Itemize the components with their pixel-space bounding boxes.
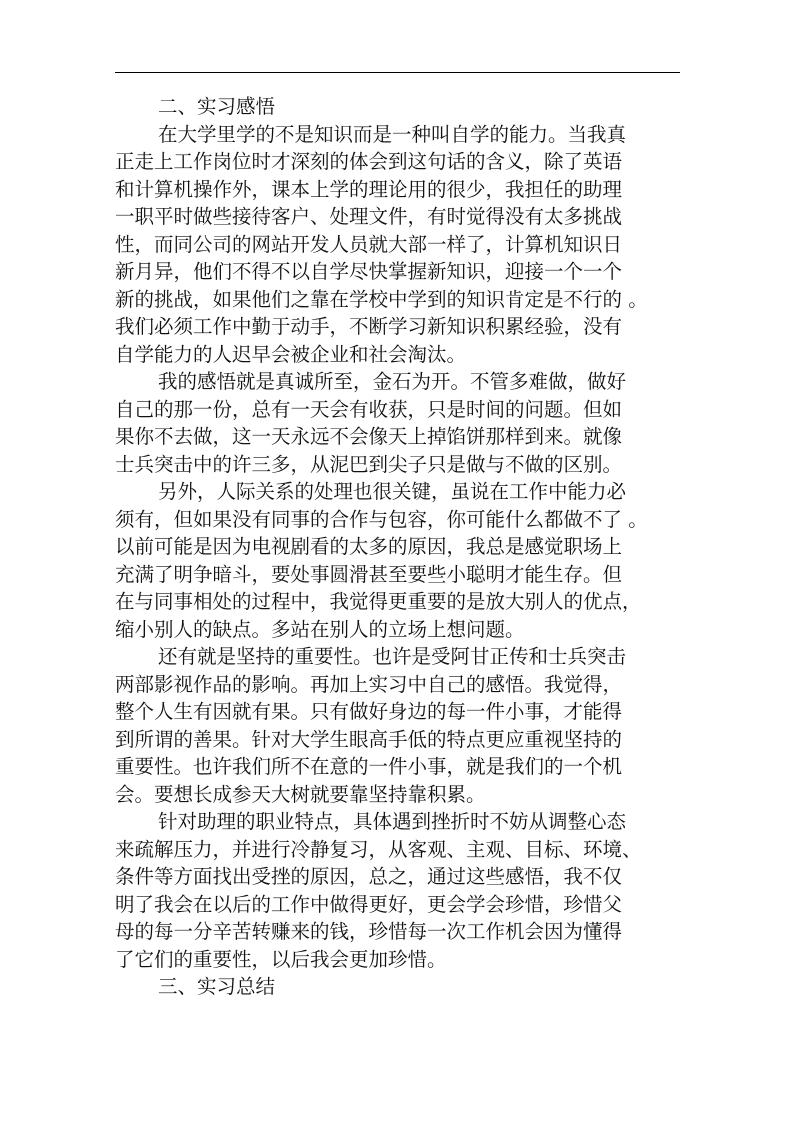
paragraph-line: 两部影视作品的影响。再加上实习中自己的感悟。我觉得， xyxy=(115,672,623,696)
paragraph-line: 了它们的重要性，以后我会更加珍惜。 xyxy=(115,947,447,971)
paragraph-sincerity xyxy=(115,368,680,478)
paragraph-line: 到所谓的善果。针对大学生眼高手低的特点更应重视坚持的 xyxy=(115,727,623,751)
paragraph-line: 在与同事相处的过程中，我觉得更重要的是放大别人的优点， xyxy=(115,590,642,613)
paragraph-self-learning xyxy=(115,121,680,369)
paragraph-line: 和计算机操作外，课本上学的理论用的很少，我担任的助理 xyxy=(115,177,623,201)
paragraph-line: 新的挑战，如果他们之靠在学校中学到的知识肯定是不行的 。 xyxy=(115,287,648,311)
paragraph-line: 充满了明争暗斗，要处事圆滑甚至要些小聪明才能生存。但 xyxy=(115,562,623,586)
paragraph-line: 会。要想长成参天大树就要靠坚持靠积累。 xyxy=(115,782,486,806)
paragraph-line: 整个人生有因就有果。只有做好身边的每一件小事，才能得 xyxy=(115,700,623,723)
paragraph-line: 条件等方面找出受挫的原因，总之，通过这些感悟，我不仅 xyxy=(115,865,623,888)
paragraph-relationships xyxy=(115,478,680,643)
paragraph-line: 在大学里学的不是知识而是一种叫自学的能力。当我真 xyxy=(158,122,627,146)
paragraph-line: 以前可能是因为电视剧看的太多的原因，我总是感觉职场上 xyxy=(115,535,623,558)
paragraph-assistant-role xyxy=(115,808,680,973)
paragraph-line: 士兵突击中的许三多，从泥巴到尖子只是做与不做的区别。 xyxy=(115,452,623,476)
paragraph-line: 新月异，他们不得不以自学尽快掌握新知识，迎接一个一个 xyxy=(115,260,623,283)
paragraph-line: 来疏解压力，并进行冷静复习，从客观、主观、目标、环境、 xyxy=(115,837,642,861)
paragraph-line: 针对助理的职业特点，具体遇到挫折时不妨从调整心态 xyxy=(158,810,627,833)
paragraph-line: 明了我会在以后的工作中做得更好，更会学会珍惜，珍惜父 xyxy=(115,892,623,916)
paragraph-line: 须有，但如果没有同事的合作与包容，你可能什么都做不了 。 xyxy=(115,507,648,531)
section-heading-summary: 三、实习总结 xyxy=(158,975,276,998)
paragraph-line: 缩小别人的缺点。多站在别人的立场上想问题。 xyxy=(115,617,525,641)
paragraph-line: 性，而同公司的网站开发人员就大部一样了，计算机知识日 xyxy=(115,232,623,256)
paragraph-line: 一职平时做些接待客户、处理文件，有时觉得没有太多挑战 xyxy=(115,205,623,228)
paragraph-line: 正走上工作岗位时才深刻的体会到这句话的含义，除了英语 xyxy=(115,150,623,173)
paragraph-line: 另外，人际关系的处理也很关键，虽说在工作中能力必 xyxy=(158,480,627,503)
paragraph-line: 我们必须工作中勤于动手，不断学习新知识积累经验，没有 xyxy=(115,315,623,338)
paragraph-line: 自己的那一份，总有一天会有收获，只是时间的问题。但如 xyxy=(115,397,623,421)
paragraph-line: 果你不去做，这一天永远不会像天上掉馅饼那样到来。就像 xyxy=(115,425,623,448)
paragraph-line: 我的感悟就是真诚所至，金石为开。不管多难做，做好 xyxy=(158,370,627,393)
paragraph-line: 母的每一分辛苦转赚来的钱，珍惜每一次工作机会因为懂得 xyxy=(115,920,623,943)
paragraph-line: 自学能力的人迟早会被企业和社会淘汰。 xyxy=(115,342,467,366)
paragraph-line: 重要性。也许我们所不在意的一件小事，就是我们的一个机 xyxy=(115,755,623,778)
header-rule xyxy=(115,72,680,73)
paragraph-persistence xyxy=(115,643,680,808)
paragraph-line: 还有就是坚持的重要性。也许是受阿甘正传和士兵突击 xyxy=(158,645,627,668)
section-heading-reflections: 二、实习感悟 xyxy=(158,95,276,118)
document-body xyxy=(115,93,680,1001)
